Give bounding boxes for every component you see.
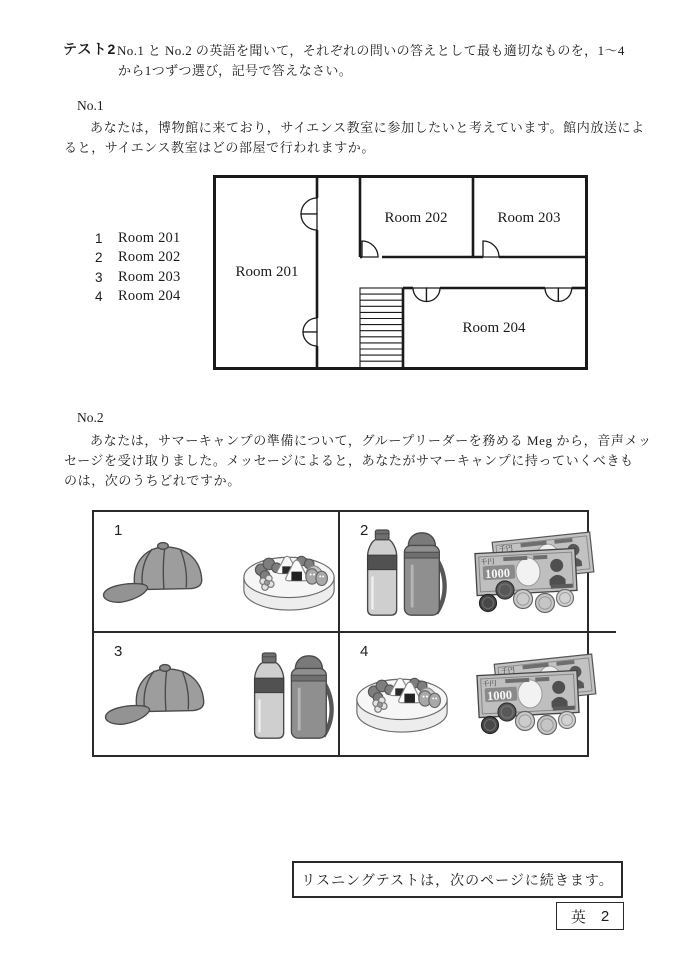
option-label: Room 203 [118,268,181,285]
option-room-201 [95,229,180,248]
japanese-money-icon [466,651,606,743]
subject-label: 英 [570,908,586,926]
cap-brim [104,583,148,602]
banknote-front [477,670,579,717]
bento-box-icon [241,534,337,616]
option-number: 1 [95,231,103,246]
room204-right-double-door-icon [545,288,572,301]
banknote-back-label: 千円 [500,666,516,676]
choice-number: 3 [114,643,123,660]
plastic-bottle [368,530,397,615]
question2-text-line-2: セージを受け取りました。メッセージによると，あなたがサマーキャンプに持っていくべきも [64,453,634,468]
bottle-cap [375,530,389,540]
room202-label: Room 202 [384,210,448,226]
option-room-203 [95,268,180,287]
banknote-back-label: 千円 [498,543,514,554]
tako-sausages [306,568,328,585]
option-number: 2 [95,250,103,266]
choice-items [356,526,604,623]
room201-lower-double-door-icon [303,318,317,346]
page-number-box [556,902,624,930]
room201-upper-double-door-icon [301,198,317,230]
thermos-top [295,655,322,669]
question1-text-line-1: あなたは，博物館に来ており，サイエンス教室に参加したいと考えています。館内放送によ [90,120,645,135]
japanese-money-icon [464,529,604,621]
bottle-label [368,555,397,570]
banknote-front-label: 千円 [482,679,497,689]
question2-text-line-3: のは，次のうちどれですか。 [64,473,241,488]
choice-cell-2 [340,512,616,633]
thermos [404,533,444,615]
room204-label: Room 204 [462,320,526,336]
instruction-line-1: No.1 と No.2 の英語を聞いて，それぞれの問いの答えとして最も適切なものを，1～4 [117,43,625,58]
baseball-cap-icon [101,658,227,736]
continuation-note-box [292,861,623,898]
question2-text-line-1: あなたは，サマーキャンプの準備について，グループリーダーを務める Meg から，音声メッ [90,433,652,448]
water-bottle-and-thermos-icon [356,526,448,623]
cap-dome [136,669,203,712]
choice-items [99,534,337,616]
room203-door-icon [483,241,499,257]
continuation-note-text: リスニングテストは，次のページに続きます。 [301,871,614,888]
cap-dome [134,546,201,589]
cap-button [158,542,169,549]
choice-cell-4 [340,633,616,755]
banknote-front-label: 千円 [480,557,495,566]
plastic-bottle [255,652,284,737]
bottle-label [255,678,284,693]
staircase-icon [360,288,403,368]
bottle-cap [262,652,276,662]
option-label: Room 202 [118,249,181,266]
cap-brim [106,706,150,725]
instruction-line-2: から1つずつ選び，記号で答えなさい。 [118,63,353,78]
choice-number: 2 [360,522,369,539]
bento-box-icon [354,656,450,738]
option-room-204 [95,287,180,306]
water-bottle-and-thermos-icon [243,649,335,746]
option-room-202 [95,248,180,267]
choice-number: 4 [360,643,369,660]
choice-items [354,651,606,743]
floor-plan-diagram [213,175,588,370]
room202-door-icon [362,241,378,257]
choice-number: 1 [114,522,123,539]
question1-text-line-2: ると，サイエンス教室はどの部屋で行われますか。 [64,140,375,155]
choice-cell-1 [94,512,340,633]
thermos-top [408,533,435,547]
option-label: Room 201 [118,230,181,246]
room201-label: Room 201 [235,264,299,280]
test-section-label: テスト2 [63,41,117,57]
cap-button [160,665,171,672]
choice-items [101,649,335,746]
tako-sausages [419,691,441,708]
room203-label: Room 203 [497,210,561,226]
choice-grid [92,510,589,757]
baseball-cap-icon [99,536,225,614]
thermos [291,655,331,737]
page-number: 2 [600,907,610,925]
question1-label: No.1 [77,98,104,113]
banknote-front [475,548,577,595]
room204-left-double-door-icon [413,288,440,302]
option-number: 4 [95,289,103,305]
banknote-value: 1000 [484,565,511,581]
option-label: Room 204 [118,288,181,305]
question2-label: No.2 [77,410,104,425]
option-number: 3 [95,269,103,285]
choice-cell-3 [94,633,340,755]
question1-options [95,229,180,307]
banknote-value: 1000 [486,687,513,704]
